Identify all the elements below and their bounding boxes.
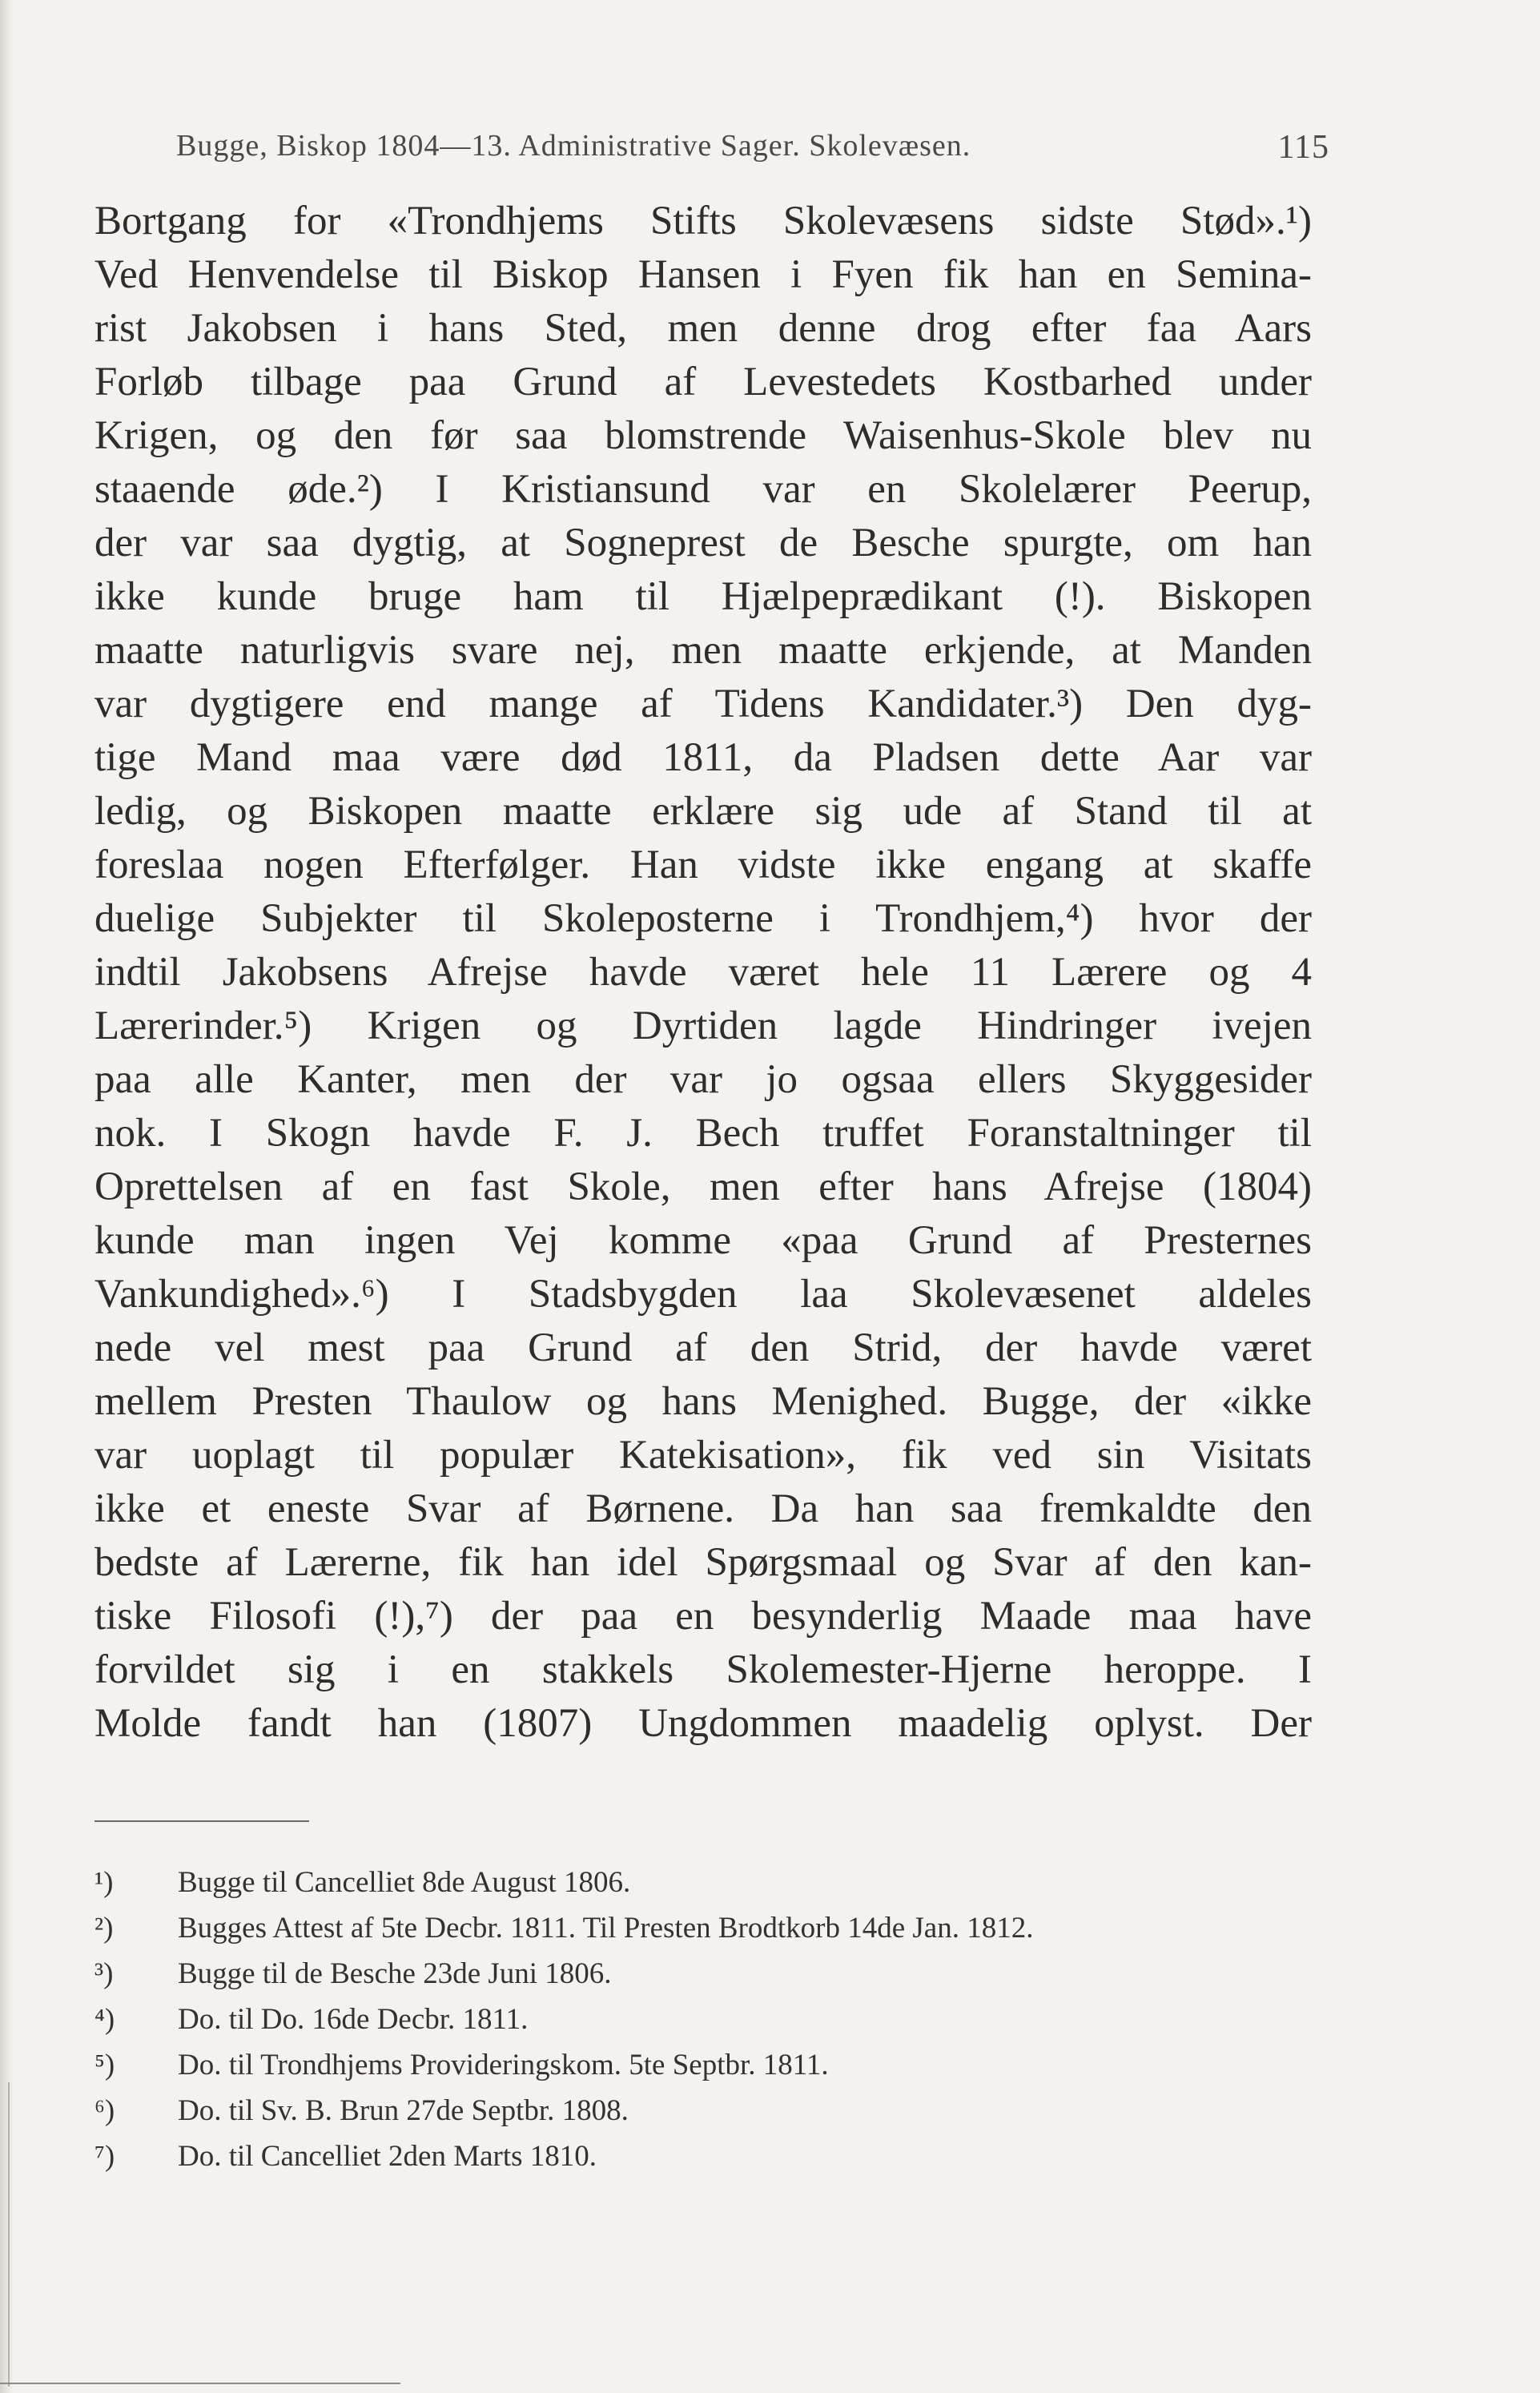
- footnote-mark: ¹): [94, 1866, 114, 1899]
- text-line: nede vel mest paa Grund af den Strid, der havde været: [94, 1325, 1312, 1370]
- text-line: duelige Subjekter til Skoleposterne i Trondhjem,⁴) hvor der: [94, 896, 1312, 941]
- text-line: var dygtigere end mange af Tidens Kandidater.³) Den dyg-: [94, 682, 1312, 726]
- footnote-mark: ³): [94, 1957, 114, 1990]
- footnote-text: Do. til Cancelliet 2den Marts 1810.: [178, 2140, 597, 2173]
- text-line: Lærerinder.⁵) Krigen og Dyrtiden lagde Hindringer ivejen: [94, 1003, 1312, 1048]
- text-line: Krigen, og den før saa blomstrende Waisenhus-Skole blev nu: [94, 413, 1312, 458]
- body-text: [94, 195, 1312, 1751]
- page-bottom-edge: [0, 2383, 400, 2384]
- text-line: Vankundighed».⁶) I Stadsbygden laa Skolevæsenet aldeles: [94, 1272, 1312, 1317]
- text-line: Oprettelsen af en fast Skole, men efter hans Afrejse (1804): [94, 1164, 1312, 1209]
- running-head: Bugge, Biskop 1804—13. Administrative Sager. Skolevæsen.: [176, 129, 971, 163]
- footnote: [94, 2088, 1344, 2134]
- page-header: [176, 128, 1329, 176]
- footnote-mark: ⁴): [94, 2003, 115, 2036]
- text-line: paa alle Kanter, men der var jo ogsaa ellers Skyggesider: [94, 1057, 1312, 1102]
- footnote-mark: ⁵): [94, 2049, 115, 2081]
- text-line: rist Jakobsen i hans Sted, men denne drog efter faa Aars: [94, 306, 1312, 351]
- footnote: [94, 1951, 1344, 1997]
- text-line: tige Mand maa være død 1811, da Pladsen dette Aar var: [94, 735, 1312, 780]
- text-line: var uoplagt til populær Katekisation», fik ved sin Visitats: [94, 1433, 1312, 1478]
- footnote: [94, 2134, 1344, 2179]
- text-line: forvildet sig i en stakkels Skolemester-Hjerne heroppe. I: [94, 1647, 1312, 1692]
- text-line: ledig, og Biskopen maatte erklære sig ude af Stand til at: [94, 789, 1312, 834]
- text-line: mellem Presten Thaulow og hans Menighed. Bugge, der «ikke: [94, 1379, 1312, 1424]
- text-line: Ved Henvendelse til Biskop Hansen i Fyen fik han en Semina-: [94, 252, 1312, 297]
- text-line: maatte naturligvis svare nej, men maatte erkjende, at Manden: [94, 628, 1312, 673]
- footnote: [94, 1997, 1344, 2042]
- footnote-mark: ⁷): [94, 2140, 115, 2173]
- text-line: kunde man ingen Vej komme «paa Grund af Presternes: [94, 1218, 1312, 1263]
- text-line: ikke et eneste Svar af Børnene. Da han saa fremkaldte den: [94, 1486, 1312, 1531]
- text-line: tiske Filosofi (!),⁷) der paa en besynderlig Maade maa have: [94, 1594, 1312, 1639]
- text-line: Molde fandt han (1807) Ungdommen maadelig oplyst. Der: [94, 1701, 1312, 1746]
- text-line: Forløb tilbage paa Grund af Levestedets Kostbarhed under: [94, 360, 1312, 404]
- footnote-text: Do. til Do. 16de Decbr. 1811.: [178, 2003, 529, 2036]
- text-line: ikke kunde bruge ham til Hjælpeprædikant (!). Biskopen: [94, 574, 1312, 619]
- footnote-text: Do. til Trondhjems Provideringskom. 5te Septbr. 1811.: [178, 2049, 829, 2081]
- text-line: foreslaa nogen Efterfølger. Han vidste ikke engang at skaffe: [94, 843, 1312, 887]
- footnote-mark: ⁶): [94, 2094, 115, 2127]
- footnote-text: Bugge til Cancelliet 8de August 1806.: [178, 1866, 631, 1899]
- binding-line: [8, 2082, 10, 2387]
- text-line: bedste af Lærerne, fik han idel Spørgsmaal og Svar af den kan-: [94, 1540, 1312, 1585]
- footnote: [94, 1860, 1344, 1905]
- footnote-text: Bugges Attest af 5te Decbr. 1811. Til Presten Brodtkorb 14de Jan. 1812.: [178, 1912, 1034, 1945]
- text-line: nok. I Skogn havde F. J. Bech truffet Foranstaltninger til: [94, 1111, 1312, 1156]
- footnote: [94, 1905, 1344, 1951]
- text-line: Bortgang for «Trondhjems Stifts Skolevæsens sidste Stød».¹): [94, 199, 1312, 243]
- text-line: der var saa dygtig, at Sogneprest de Besche spurgte, om han: [94, 521, 1312, 565]
- page-number: 115: [1277, 129, 1329, 166]
- footnote-mark: ²): [94, 1912, 114, 1945]
- page-left-edge-shadow: [0, 0, 14, 2393]
- footnote-rule: [94, 1820, 309, 1822]
- text-line: staaende øde.²) I Kristiansund var en Skolelærer Peerup,: [94, 467, 1312, 512]
- footnotes: [94, 1860, 1344, 2179]
- footnote-text: Bugge til de Besche 23de Juni 1806.: [178, 1957, 612, 1990]
- text-line: indtil Jakobsens Afrejse havde været hele 11 Lærere og 4: [94, 950, 1312, 995]
- footnote-text: Do. til Sv. B. Brun 27de Septbr. 1808.: [178, 2094, 629, 2127]
- footnote: [94, 2042, 1344, 2088]
